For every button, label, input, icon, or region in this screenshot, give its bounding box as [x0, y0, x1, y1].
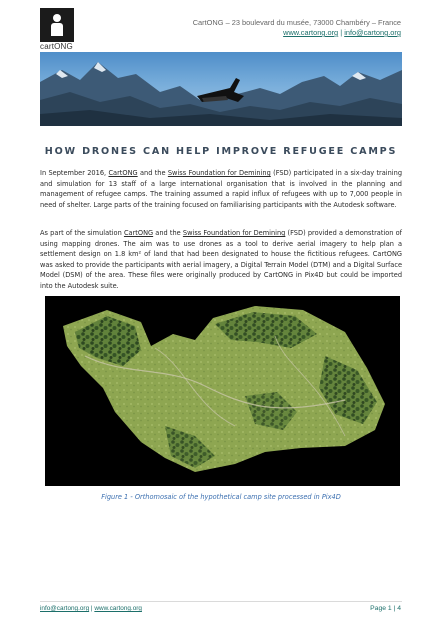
banner-photo — [40, 52, 402, 126]
banner-mountains-image — [40, 52, 402, 126]
p2-fsd-link[interactable]: Swiss Foundation for Demining — [182, 229, 286, 237]
header-address: CartONG – 23 boulevard du musée, 73000 Chambéry – France — [192, 18, 401, 27]
header-separator: | — [338, 28, 345, 37]
logo-person-body-icon — [51, 23, 63, 36]
p1-cartong-link[interactable]: CartONG — [108, 169, 138, 177]
logo-text: cartONG — [40, 42, 73, 51]
article-title: HOW DRONES CAN HELP IMPROVE REFUGEE CAMPS — [44, 146, 398, 157]
orthomosaic-image — [45, 296, 400, 486]
page-number: Page 1 | 4 — [370, 605, 401, 612]
header-links — [283, 28, 401, 37]
footer-divider — [40, 601, 402, 602]
header-email-link[interactable]: info@cartong.org — [344, 28, 401, 37]
footer-email-link[interactable]: info@cartong.org — [40, 605, 90, 612]
footer-website-link[interactable]: www.cartong.org — [94, 605, 142, 612]
paragraph-1 — [40, 168, 402, 210]
header-website-link[interactable]: www.cartong.org — [283, 28, 339, 37]
logo-person-head-icon — [53, 14, 61, 22]
cartong-logo — [40, 8, 74, 42]
figure-caption: Figure 1 - Orthomosaic of the hypothetical camp site processed in Pix4D — [101, 493, 341, 501]
p2-cartong-link[interactable]: CartONG — [123, 229, 154, 237]
p1-text: (FSD) participated in a six-day training and simulation for 13 staff of a large international organisation that is involved in the planning and management of refugee camps. The training assumed a rapid influx of refugees with up to 7,000 people in need of shelter. Large parts of the training focused on familiarising participants with the Autodesk software. — [40, 169, 403, 209]
p2-text: As part of the simulation — [40, 229, 124, 237]
footer-separator: | — [89, 605, 95, 612]
p2-text: and the — [153, 229, 183, 237]
p1-fsd-link[interactable]: Swiss Foundation for Demining — [167, 169, 271, 177]
drone-icon — [197, 78, 244, 102]
orthomosaic-figure — [45, 296, 400, 486]
paragraph-2 — [40, 228, 402, 292]
p1-text: and the — [137, 169, 168, 177]
p1-text: In September 2016, — [40, 169, 109, 177]
footer-links — [40, 605, 142, 612]
p2-text: (FSD) provided a demonstration of using mapping drones. The aim was to use drones as a tool to derive aerial imagery to help plan a settlement design on 1.8 km² of land that had been designated to house the fictitious refugees. CartONG was asked to provide the participants with aerial imagery, a Digital Terrain Model (DTM) and a Digital Surface Model (DSM) of the area. These files were originally produced by CartONG in Pix4D but could be imported into the Autodesk suite. — [40, 229, 402, 290]
